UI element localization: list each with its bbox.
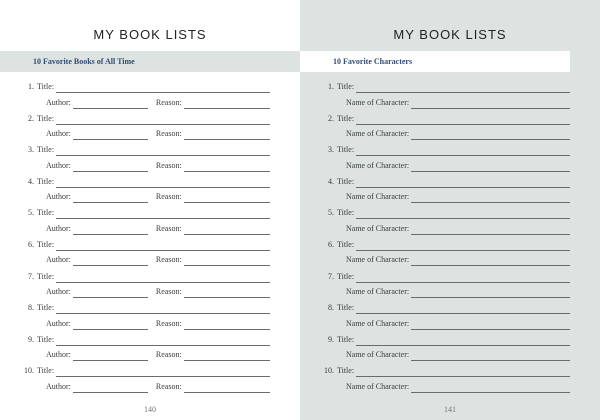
character-write-line[interactable] — [411, 351, 570, 361]
author-label: Author: — [46, 97, 71, 107]
item-number: 3. — [28, 145, 34, 155]
reason-write-line[interactable] — [184, 162, 270, 172]
character-row — [346, 349, 570, 361]
item-number: 8. — [28, 303, 34, 313]
title-row — [300, 365, 570, 377]
author-reason-row — [46, 254, 270, 266]
title-label: Title: — [37, 176, 55, 186]
title-row — [300, 302, 570, 314]
list-item — [300, 144, 600, 176]
character-write-line[interactable] — [411, 288, 570, 298]
title-write-line[interactable] — [56, 209, 270, 219]
reason-label: Reason: — [155, 97, 182, 107]
title-label: Title: — [337, 208, 355, 218]
character-row — [346, 254, 570, 266]
author-label: Author: — [46, 192, 71, 202]
title-label: Title: — [337, 176, 355, 186]
title-label: Title: — [337, 271, 355, 281]
list-item — [0, 365, 300, 397]
author-reason-row — [46, 223, 270, 235]
title-write-line[interactable] — [56, 146, 270, 156]
title-row — [0, 302, 270, 314]
title-write-line[interactable] — [56, 178, 270, 188]
list-item — [0, 207, 300, 239]
character-write-line[interactable] — [411, 193, 570, 203]
title-row — [0, 113, 270, 125]
right-page — [300, 0, 600, 420]
author-reason-row — [46, 381, 270, 393]
reason-label: Reason: — [155, 255, 182, 265]
character-row — [346, 128, 570, 140]
character-label: Name of Character: — [346, 192, 410, 202]
list-item — [300, 176, 600, 208]
title-label: Title: — [37, 271, 55, 281]
author-write-line[interactable] — [73, 383, 148, 393]
title-write-line[interactable] — [356, 336, 570, 346]
item-number: 3. — [328, 145, 334, 155]
character-label: Name of Character: — [346, 223, 410, 233]
character-write-line[interactable] — [411, 320, 570, 330]
title-write-line[interactable] — [56, 336, 270, 346]
title-write-line[interactable] — [56, 83, 270, 93]
character-row — [346, 223, 570, 235]
page-title: MY BOOK LISTS — [93, 27, 207, 42]
author-reason-row — [46, 318, 270, 330]
title-label: Title: — [337, 145, 355, 155]
character-row — [346, 191, 570, 203]
reason-label: Reason: — [155, 381, 182, 391]
title-label: Title: — [337, 303, 355, 313]
author-label: Author: — [46, 160, 71, 170]
list-item — [300, 81, 600, 113]
title-row — [300, 239, 570, 251]
author-label: Author: — [46, 223, 71, 233]
section-heading: 10 Favorite Characters — [300, 51, 570, 72]
title-label: Title: — [37, 366, 55, 376]
title-row — [300, 81, 570, 93]
item-number: 9. — [328, 334, 334, 344]
list-item — [0, 334, 300, 366]
item-number: 10. — [324, 366, 334, 376]
character-write-line[interactable] — [411, 130, 570, 140]
title-row — [300, 176, 570, 188]
character-label: Name of Character: — [346, 350, 410, 360]
author-write-line[interactable] — [73, 288, 148, 298]
title-row — [0, 144, 270, 156]
reason-write-line[interactable] — [184, 225, 270, 235]
author-label: Author: — [46, 255, 71, 265]
title-label: Title: — [37, 113, 55, 123]
title-label: Title: — [337, 82, 355, 91]
title-write-line[interactable] — [356, 115, 570, 125]
list-item — [0, 239, 300, 271]
author-reason-row — [46, 97, 270, 109]
list-item — [0, 81, 300, 113]
list-item — [300, 334, 600, 366]
title-row — [0, 81, 270, 93]
list-item — [300, 113, 600, 145]
reason-write-line[interactable] — [184, 193, 270, 203]
item-number: 6. — [28, 239, 34, 249]
title-write-line[interactable] — [56, 304, 270, 314]
title-row — [300, 334, 570, 346]
list-item — [300, 207, 600, 239]
title-write-line[interactable] — [356, 146, 570, 156]
item-number: 5. — [328, 208, 334, 218]
character-write-line[interactable] — [411, 225, 570, 235]
title-write-line[interactable] — [356, 273, 570, 283]
author-label: Author: — [46, 287, 71, 297]
title-label: Title: — [37, 303, 55, 313]
reason-label: Reason: — [155, 129, 182, 139]
item-number: 2. — [28, 113, 34, 123]
character-write-line[interactable] — [411, 162, 570, 172]
author-label: Author: — [46, 350, 71, 360]
author-write-line[interactable] — [73, 193, 148, 203]
title-label: Title: — [37, 239, 55, 249]
list-item — [300, 302, 600, 334]
author-label: Author: — [46, 129, 71, 139]
author-reason-row — [46, 191, 270, 203]
author-reason-row — [46, 128, 270, 140]
title-label: Title: — [37, 145, 55, 155]
favorite-characters-list — [300, 81, 600, 397]
character-write-line[interactable] — [411, 99, 570, 109]
title-write-line[interactable] — [356, 83, 570, 93]
author-write-line[interactable] — [73, 256, 148, 266]
item-number: 9. — [28, 334, 34, 344]
title-row — [300, 113, 570, 125]
reason-label: Reason: — [155, 192, 182, 202]
author-reason-row — [46, 160, 270, 172]
reason-write-line[interactable] — [184, 130, 270, 140]
item-number: 6. — [328, 239, 334, 249]
reason-label: Reason: — [155, 287, 182, 297]
author-write-line[interactable] — [73, 99, 148, 109]
title-label: Title: — [337, 334, 355, 344]
title-row — [0, 271, 270, 283]
list-item — [300, 239, 600, 271]
title-row — [300, 207, 570, 219]
character-label: Name of Character: — [346, 97, 410, 107]
title-row — [0, 239, 270, 251]
reason-write-line[interactable] — [184, 99, 270, 109]
title-label: Title: — [337, 366, 355, 376]
character-row — [346, 318, 570, 330]
author-write-line[interactable] — [73, 225, 148, 235]
list-item — [0, 144, 300, 176]
title-row — [0, 176, 270, 188]
item-number: 8. — [328, 303, 334, 313]
author-reason-row — [46, 286, 270, 298]
reason-write-line[interactable] — [184, 383, 270, 393]
title-row — [0, 365, 270, 377]
title-label: Title: — [337, 113, 355, 123]
reason-label: Reason: — [155, 318, 182, 328]
reason-write-line[interactable] — [184, 288, 270, 298]
character-row — [346, 160, 570, 172]
title-write-line[interactable] — [356, 367, 570, 377]
character-row — [346, 381, 570, 393]
title-row — [0, 334, 270, 346]
title-write-line[interactable] — [356, 304, 570, 314]
favorite-books-list — [0, 81, 300, 397]
title-write-line[interactable] — [56, 273, 270, 283]
character-label: Name of Character: — [346, 129, 410, 139]
character-row — [346, 286, 570, 298]
character-row — [346, 97, 570, 109]
item-number: 2. — [328, 113, 334, 123]
page-number: 141 — [444, 405, 456, 414]
author-write-line[interactable] — [73, 351, 148, 361]
item-number: 4. — [28, 176, 34, 186]
reason-write-line[interactable] — [184, 320, 270, 330]
title-write-line[interactable] — [56, 367, 270, 377]
title-write-line[interactable] — [356, 178, 570, 188]
title-label: Title: — [37, 334, 55, 344]
title-row — [300, 144, 570, 156]
reason-label: Reason: — [155, 223, 182, 233]
character-label: Name of Character: — [346, 160, 410, 170]
page-number: 140 — [144, 405, 156, 414]
author-write-line[interactable] — [73, 130, 148, 140]
list-item — [0, 271, 300, 303]
list-item — [300, 271, 600, 303]
title-write-line[interactable] — [356, 241, 570, 251]
item-number: 5. — [28, 208, 34, 218]
list-item — [0, 302, 300, 334]
character-write-line[interactable] — [411, 256, 570, 266]
item-number: 4. — [328, 176, 334, 186]
author-label: Author: — [46, 318, 71, 328]
item-number: 1. — [328, 82, 334, 91]
character-label: Name of Character: — [346, 287, 410, 297]
author-label: Author: — [46, 381, 71, 391]
reason-write-line[interactable] — [184, 351, 270, 361]
page-title: MY BOOK LISTS — [393, 27, 507, 42]
title-write-line[interactable] — [356, 209, 570, 219]
list-item — [300, 365, 600, 397]
character-write-line[interactable] — [411, 383, 570, 393]
character-label: Name of Character: — [346, 381, 410, 391]
section-heading: 10 Favorite Books of All Time — [0, 51, 300, 72]
title-write-line[interactable] — [56, 115, 270, 125]
list-item — [0, 176, 300, 208]
title-row — [300, 271, 570, 283]
character-label: Name of Character: — [346, 255, 410, 265]
title-label: Title: — [37, 208, 55, 218]
author-write-line[interactable] — [73, 320, 148, 330]
item-number: 7. — [28, 271, 34, 281]
reason-write-line[interactable] — [184, 256, 270, 266]
title-row — [0, 207, 270, 219]
author-reason-row — [46, 349, 270, 361]
title-label: Title: — [337, 239, 355, 249]
item-number: 7. — [328, 271, 334, 281]
title-write-line[interactable] — [56, 241, 270, 251]
item-number: 10. — [24, 366, 34, 376]
reason-label: Reason: — [155, 160, 182, 170]
character-label: Name of Character: — [346, 318, 410, 328]
reason-label: Reason: — [155, 350, 182, 360]
author-write-line[interactable] — [73, 162, 148, 172]
item-number: 1. — [28, 82, 34, 91]
title-label: Title: — [37, 82, 55, 91]
list-item — [0, 113, 300, 145]
